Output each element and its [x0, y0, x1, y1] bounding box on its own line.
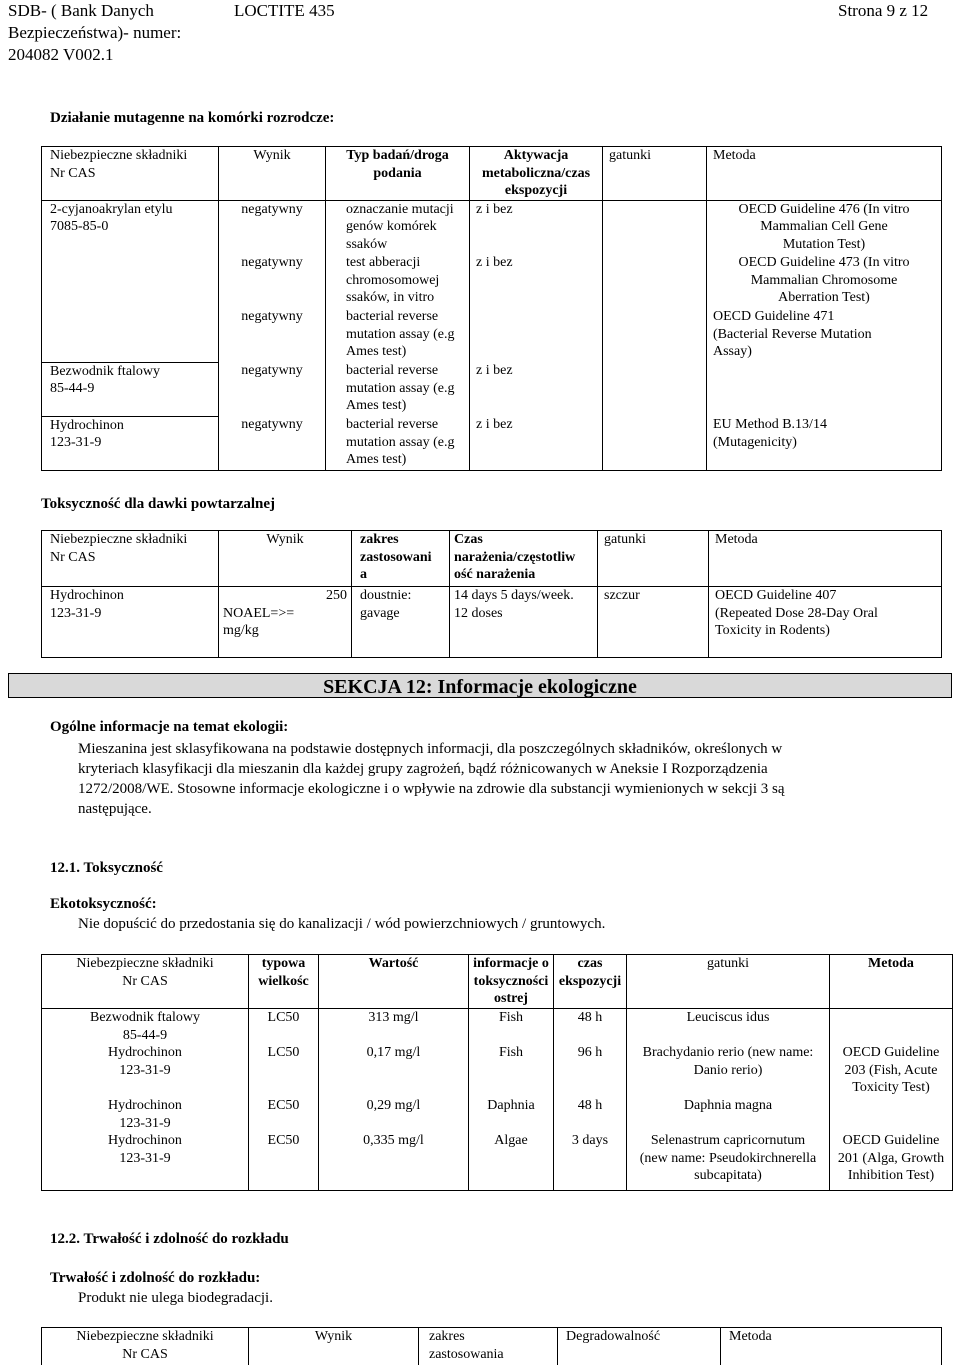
doc-label-line2: Bezpieczeństwa)- numer:	[8, 23, 182, 42]
table-cell: LC50	[249, 1044, 319, 1097]
general-heading: Ogólne informacje na temat ekologii:	[50, 719, 289, 735]
mutagen-title: Działanie mutagenne na komórki rozrodcze:	[50, 110, 335, 126]
header-cell: Wynik	[219, 147, 326, 201]
table-row	[42, 1097, 953, 1132]
table-cell: negatywny	[219, 308, 326, 362]
table-cell: OECD Guideline 203 (Fish, Acute Toxicity Test)	[830, 1044, 953, 1097]
header-cell: Metoda	[721, 1328, 942, 1365]
header-cell: zakres zastosowani a	[352, 531, 450, 587]
table-cell	[603, 200, 707, 254]
table-cell: 3 days	[554, 1132, 627, 1190]
repeated-title: Toksyczność dla dawki powtarzalnej	[41, 496, 276, 512]
table-cell: negatywny	[219, 254, 326, 308]
table-cell: LC50	[249, 1009, 319, 1045]
table-header-row	[42, 1328, 942, 1365]
table-cell: szczur	[598, 587, 709, 658]
general-text-line: następujące.	[78, 801, 152, 817]
header-cell: Aktywacja metaboliczna/czas ekspozycji	[470, 147, 603, 201]
header-cell: Wartość	[319, 955, 469, 1009]
table-cell: z i bez	[470, 200, 603, 254]
table-cell: Brachydanio rerio (new name: Danio rerio)	[627, 1044, 830, 1097]
general-text-line: Mieszanina jest sklasyfikowana na podstawie dostępnych informacji, dla poszczególnych składników, określonych w	[78, 741, 783, 757]
table-cell	[603, 362, 707, 416]
table-cell: 2-cyjanoakrylan etylu 7085-85-0	[42, 200, 219, 254]
table-cell: Fish	[469, 1044, 554, 1097]
table-cell: OECD Guideline 473 (In vitro Mammalian Chromosome Aberration Test)	[707, 254, 942, 308]
table-cell: 0,335 mg/l	[319, 1132, 469, 1190]
table-cell: OECD Guideline 201 (Alga, Growth Inhibition Test)	[830, 1132, 953, 1190]
header-cell: Degradowalność	[558, 1328, 721, 1365]
table-cell: Hydrochinon 123-31-9	[42, 1044, 249, 1097]
header-cell: Wynik	[219, 531, 352, 587]
table-cell: negatywny	[219, 362, 326, 416]
table-cell: EC50	[249, 1132, 319, 1190]
header-cell: Metoda	[830, 955, 953, 1009]
table-cell: Daphnia magna	[627, 1097, 830, 1132]
table-cell	[603, 254, 707, 308]
table-cell: 14 days 5 days/week. 12 doses	[450, 587, 598, 658]
section-12-title: SEKCJA 12: Informacje ekologiczne	[323, 676, 637, 698]
page-number: Strona 9 z 12	[838, 1, 929, 20]
table-cell: bacterial reverse mutation assay (e.g Ames test)	[326, 416, 470, 470]
table-cell: Hydrochinon 123-31-9	[42, 1097, 249, 1132]
header-cell: zakres zastosowania	[419, 1328, 558, 1365]
table-row	[42, 362, 942, 416]
product-name: LOCTITE 435	[234, 1, 335, 20]
table-cell: OECD Guideline 407 (Repeated Dose 28-Day Oral Toxicity in Rodents)	[709, 587, 942, 658]
header-cell: Niebezpieczne składniki Nr CAS	[42, 1328, 249, 1365]
table-cell: z i bez	[470, 416, 603, 470]
header-cell: gatunki	[603, 147, 707, 201]
table-cell: Fish	[469, 1009, 554, 1045]
table-cell	[470, 308, 603, 362]
general-text-line: 1272/2008/WE. Stosowne informacje ekologiczne i o wpływie na zdrowie dla substancji wymienionych w sekcji 3 są	[78, 781, 785, 797]
table-row	[42, 1044, 953, 1097]
header-cell: Typ badań/droga podania	[326, 147, 470, 201]
persistence-subheading: Trwałość i zdolność do rozkładu:	[50, 1270, 261, 1286]
table-cell	[707, 362, 942, 416]
table-cell	[603, 308, 707, 362]
table-cell: 0,17 mg/l	[319, 1044, 469, 1097]
table-row	[42, 200, 942, 254]
table-cell: Bezwodnik ftalowy 85-44-9	[42, 362, 219, 416]
table-cell: 313 mg/l	[319, 1009, 469, 1045]
table-cell: Hydrochinon 123-31-9	[42, 416, 219, 470]
table-cell: doustnie: gavage	[352, 587, 450, 658]
toxicity-heading: 12.1. Toksyczność	[50, 860, 163, 876]
table-cell: bacterial reverse mutation assay (e.g Ames test)	[326, 308, 470, 362]
noael-value: 250	[326, 588, 347, 603]
table-row	[42, 1009, 953, 1045]
table-cell	[219, 587, 352, 658]
header-cell: czas ekspozycji	[554, 955, 627, 1009]
table-cell: z i bez	[470, 362, 603, 416]
header-cell: Niebezpieczne składniki Nr CAS	[42, 147, 219, 201]
header-cell: Metoda	[709, 531, 942, 587]
table-row	[42, 308, 942, 362]
table-cell: Bezwodnik ftalowy 85-44-9	[42, 1009, 249, 1045]
eco-table	[41, 954, 953, 1191]
mutagen-table	[41, 146, 942, 471]
table-cell: OECD Guideline 476 (In vitro Mammalian Cell Gene Mutation Test)	[707, 200, 942, 254]
header-cell: Czas narażenia/częstotliw ość narażenia	[450, 531, 598, 587]
header-cell: Niebezpieczne składniki Nr CAS	[42, 531, 219, 587]
header-cell: typowa wielkośc	[249, 955, 319, 1009]
table-cell: 96 h	[554, 1044, 627, 1097]
table-header-row	[42, 531, 942, 587]
table-cell: OECD Guideline 471 (Bacterial Reverse Mutation Assay)	[707, 308, 942, 362]
table-cell: Leuciscus idus	[627, 1009, 830, 1045]
table-cell: negatywny	[219, 416, 326, 470]
table-cell: 0,29 mg/l	[319, 1097, 469, 1132]
table-cell	[830, 1097, 953, 1132]
table-cell: 48 h	[554, 1097, 627, 1132]
general-text-line: kryteriach klasyfikacji dla mieszanin dla każdej grupy zagrożeń, bądź różnicowanych w Aneksie I Rozporządzenia	[78, 761, 768, 777]
section-12-bar	[8, 673, 952, 698]
table-row	[42, 416, 942, 470]
table-cell: Daphnia	[469, 1097, 554, 1132]
table-cell: Hydrochinon 123-31-9	[42, 587, 219, 658]
table-cell: oznaczanie mutacji genów komórek ssaków	[326, 200, 470, 254]
table-cell: negatywny	[219, 200, 326, 254]
table-cell: Selenastrum capricornutum (new name: Pseudokirchnerella subcapitata)	[627, 1132, 830, 1190]
ecotox-heading: Ekotoksyczność:	[50, 896, 157, 912]
persistence-heading: 12.2. Trwałość i zdolność do rozkładu	[50, 1231, 289, 1247]
header-cell: informacje o toksyczności ostrej	[469, 955, 554, 1009]
table-cell	[603, 416, 707, 470]
table-cell: Hydrochinon 123-31-9	[42, 1132, 249, 1190]
header-cell: Metoda	[707, 147, 942, 201]
table-cell: EU Method B.13/14 (Mutagenicity)	[707, 416, 942, 470]
table-row	[42, 254, 942, 308]
noael-label: NOAEL=>= mg/kg	[223, 605, 295, 638]
table-row	[42, 587, 942, 658]
table-row	[42, 1132, 953, 1190]
table-cell: z i bez	[470, 254, 603, 308]
persistence-text: Produkt nie ulega biodegradacji.	[78, 1290, 273, 1306]
header-cell: Wynik	[249, 1328, 419, 1365]
header-cell: gatunki	[627, 955, 830, 1009]
table-cell: test abberacji chromosomowej ssaków, in vitro	[326, 254, 470, 308]
persistence-table	[41, 1327, 942, 1365]
ecotox-text: Nie dopuścić do przedostania się do kanalizacji / wód powierzchniowych / gruntowych.	[78, 916, 606, 932]
repeated-table	[41, 530, 942, 658]
table-cell	[42, 254, 219, 308]
doc-version: 204082 V002.1	[8, 45, 114, 64]
doc-label: SDB- ( Bank Danych	[8, 1, 154, 20]
table-header-row	[42, 955, 953, 1009]
table-header-row	[42, 147, 942, 201]
table-cell: Algae	[469, 1132, 554, 1190]
table-cell: 48 h	[554, 1009, 627, 1045]
table-cell	[42, 308, 219, 362]
general-text	[78, 739, 785, 819]
header-cell: gatunki	[598, 531, 709, 587]
header-cell: Niebezpieczne składniki Nr CAS	[42, 955, 249, 1009]
table-cell: EC50	[249, 1097, 319, 1132]
table-cell: bacterial reverse mutation assay (e.g Ames test)	[326, 362, 470, 416]
table-cell	[830, 1009, 953, 1045]
